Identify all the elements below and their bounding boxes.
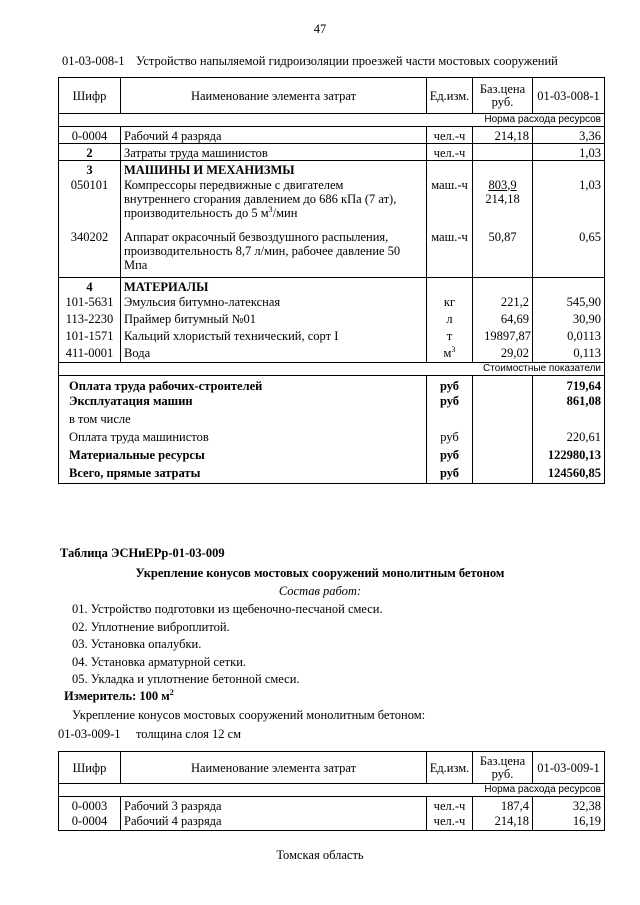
list-item: 03. Установка опалубки.: [72, 637, 202, 651]
list-item: 01. Устройство подготовки из щебеночно-песчаной смеси.: [72, 602, 383, 616]
cost-label: Стоимостные показатели: [59, 363, 605, 376]
section2-code: 01-03-009-1: [58, 727, 121, 741]
cell-price: 214,18: [473, 814, 533, 831]
cell-cipher: 0-0003: [59, 797, 121, 814]
cell-cipher: 050101: [59, 178, 121, 228]
cost-value: 220,61: [533, 430, 605, 448]
cost-name: в том числе: [59, 412, 427, 430]
cell-name: Вода: [121, 346, 427, 363]
page-number: 47: [313, 22, 327, 36]
cell-cipher: 0-0004: [59, 814, 121, 831]
table-row: [59, 295, 605, 312]
work-steps-list: [72, 601, 383, 689]
cell-cipher: 411-0001: [59, 346, 121, 363]
section-title: Устройство напыляемой гидроизоляции проезжей части мостовых сооружений: [136, 54, 558, 68]
cost-value: 719,64: [533, 376, 605, 394]
cell-cipher: 2: [59, 144, 121, 161]
subtitle: Укрепление конусов мостовых сооружений монолитным бетоном:: [72, 708, 426, 722]
resource-table-2: [58, 751, 605, 831]
cost-value: 122980,13: [533, 448, 605, 466]
cell-name: Эмульсия битумно-латексная: [121, 295, 427, 312]
section-heading: Укрепление конусов мостовых сооружений монолитным бетоном: [135, 566, 505, 580]
meter-label: Измеритель: 100 $м^2$: [64, 687, 174, 703]
cost-row: [59, 466, 605, 484]
header-norm-code: 01-03-009-1: [533, 752, 605, 784]
cell-norm: 0,113: [533, 346, 605, 363]
cell-cipher: 340202: [59, 228, 121, 278]
group-header-machines: [59, 161, 605, 178]
cell-unit: чел.-ч: [427, 797, 473, 814]
cell-price: 50,87: [473, 228, 533, 278]
cell-price: 19897,87: [473, 329, 533, 346]
table-title: Таблица ЭСНиЕРр-01-03-009: [60, 546, 225, 560]
table-row: [59, 144, 605, 161]
list-item: 02. Уплотнение виброплитой.: [72, 619, 230, 634]
composition-label: Состав работ:: [278, 584, 362, 598]
cell-name: Рабочий 4 разряда: [121, 814, 427, 831]
cell-unit: маш.-ч: [427, 178, 473, 228]
price-top: 803,9: [488, 177, 517, 192]
cell-name: Затраты труда машинистов: [121, 144, 427, 161]
header-cipher: Шифр: [59, 78, 121, 114]
cell-norm: 30,90: [533, 312, 605, 329]
list-item: 05. Укладка и уплотнение бетонной смеси.: [72, 672, 300, 686]
cell-norm: 0,65: [533, 228, 605, 278]
cell-price: [473, 144, 533, 161]
cell-norm: 32,38: [533, 797, 605, 814]
table-row: [59, 814, 605, 831]
cell-price: 221,2: [473, 295, 533, 312]
cell-cipher: 101-5631: [59, 295, 121, 312]
cell-price: 64,69: [473, 312, 533, 329]
norm-label: Норма расхода ресурсов: [59, 784, 605, 797]
cell-norm: 16,19: [533, 814, 605, 831]
cell-norm: 3,36: [533, 127, 605, 144]
table-row: [59, 346, 605, 363]
cell-unit: л: [427, 312, 473, 329]
table-row: [59, 178, 605, 228]
cost-row: [59, 448, 605, 466]
header-unit: Ед.изм.: [427, 752, 473, 784]
group-header-materials: [59, 278, 605, 295]
cell-name: Рабочий 4 разряда: [121, 127, 427, 144]
cell-name: [121, 228, 427, 278]
name-line: производительность 8,7 л/мин, рабочее давление 50: [124, 243, 401, 258]
cell-price: 214,18: [473, 127, 533, 144]
cost-value: 861,08: [533, 394, 605, 412]
cost-unit: руб: [427, 466, 473, 484]
resource-table-1: [58, 77, 605, 484]
header-norm-code: 01-03-008-1: [533, 78, 605, 114]
cost-row: [59, 430, 605, 448]
price-bottom: 214,18: [485, 191, 520, 206]
header-unit: Ед.изм.: [427, 78, 473, 114]
name-line: Компрессоры передвижные с двигателем: [124, 177, 344, 192]
cell-norm: 1,03: [533, 144, 605, 161]
cell-unit: чел.-ч: [427, 127, 473, 144]
norm-label: Норма расхода ресурсов: [59, 114, 605, 127]
table-row: [59, 797, 605, 814]
cell-name: Рабочий 3 разряда: [121, 797, 427, 814]
cell-cipher: 101-1571: [59, 329, 121, 346]
cell-unit: маш.-ч: [427, 228, 473, 278]
name-line: Мпа: [124, 257, 148, 272]
cell-price: 29,02: [473, 346, 533, 363]
cost-unit: руб: [427, 448, 473, 466]
cell-unit: кг: [427, 295, 473, 312]
cell-price: 187,4: [473, 797, 533, 814]
cost-value: [533, 412, 605, 430]
cost-value: 124560,85: [533, 466, 605, 484]
cost-unit: руб: [427, 430, 473, 448]
cost-unit: [427, 412, 473, 430]
name-line: внутреннего сгорания давлением до 686 кПа (7 ат),: [124, 191, 397, 206]
cost-name: Оплата труда машинистов: [59, 430, 427, 448]
table-row: [59, 329, 605, 346]
cost-row: [59, 412, 605, 430]
cost-unit: руб: [427, 394, 473, 412]
cost-row: [59, 394, 605, 412]
section-code: 01-03-008-1: [62, 54, 125, 68]
cell-price: [473, 178, 533, 228]
cost-name: Всего, прямые затраты: [59, 466, 427, 484]
cost-name: Материальные ресурсы: [59, 448, 427, 466]
header-cipher: Шифр: [59, 752, 121, 784]
name-line: Аппарат окрасочный безвоздушного распыления,: [124, 229, 389, 244]
cell-unit: $м^3$: [427, 346, 473, 363]
cell-group-number: 4: [59, 278, 121, 295]
list-item: 04. Установка арматурной сетки.: [72, 654, 247, 669]
table-row: [59, 228, 605, 278]
table-row: [59, 312, 605, 329]
cell-group-title: МАШИНЫ И МЕХАНИЗМЫ: [121, 161, 427, 178]
cell-unit: чел.-ч: [427, 144, 473, 161]
page-footer: Томская область: [276, 848, 364, 862]
header-name: Наименование элемента затрат: [121, 752, 427, 784]
name-line: производительность до 5 $м^3$/мин: [124, 204, 298, 220]
section2-code-desc: толщина слоя 12 см: [136, 727, 242, 741]
header-name: Наименование элемента затрат: [121, 78, 427, 114]
cell-group-number: 3: [59, 161, 121, 178]
cell-unit: т: [427, 329, 473, 346]
cell-cipher: 113-2230: [59, 312, 121, 329]
cell-name: [121, 178, 427, 228]
cell-unit: чел.-ч: [427, 814, 473, 831]
cost-name: Оплата труда рабочих-строителей: [59, 376, 427, 394]
cost-row: [59, 376, 605, 394]
header-base-price: Баз.цена руб.: [473, 78, 533, 114]
table-row: [59, 127, 605, 144]
cell-norm: 545,90: [533, 295, 605, 312]
cell-norm: 0,0113: [533, 329, 605, 346]
cell-name: Кальций хлористый технический, сорт I: [121, 329, 427, 346]
header-base-price: Баз.цена руб.: [473, 752, 533, 784]
cell-name: Праймер битумный №01: [121, 312, 427, 329]
cost-name: Эксплуатация машин: [59, 394, 427, 412]
cell-norm: 1,03: [533, 178, 605, 228]
cost-unit: руб: [427, 376, 473, 394]
cell-cipher: 0-0004: [59, 127, 121, 144]
cell-group-title: МАТЕРИАЛЫ: [121, 278, 427, 295]
